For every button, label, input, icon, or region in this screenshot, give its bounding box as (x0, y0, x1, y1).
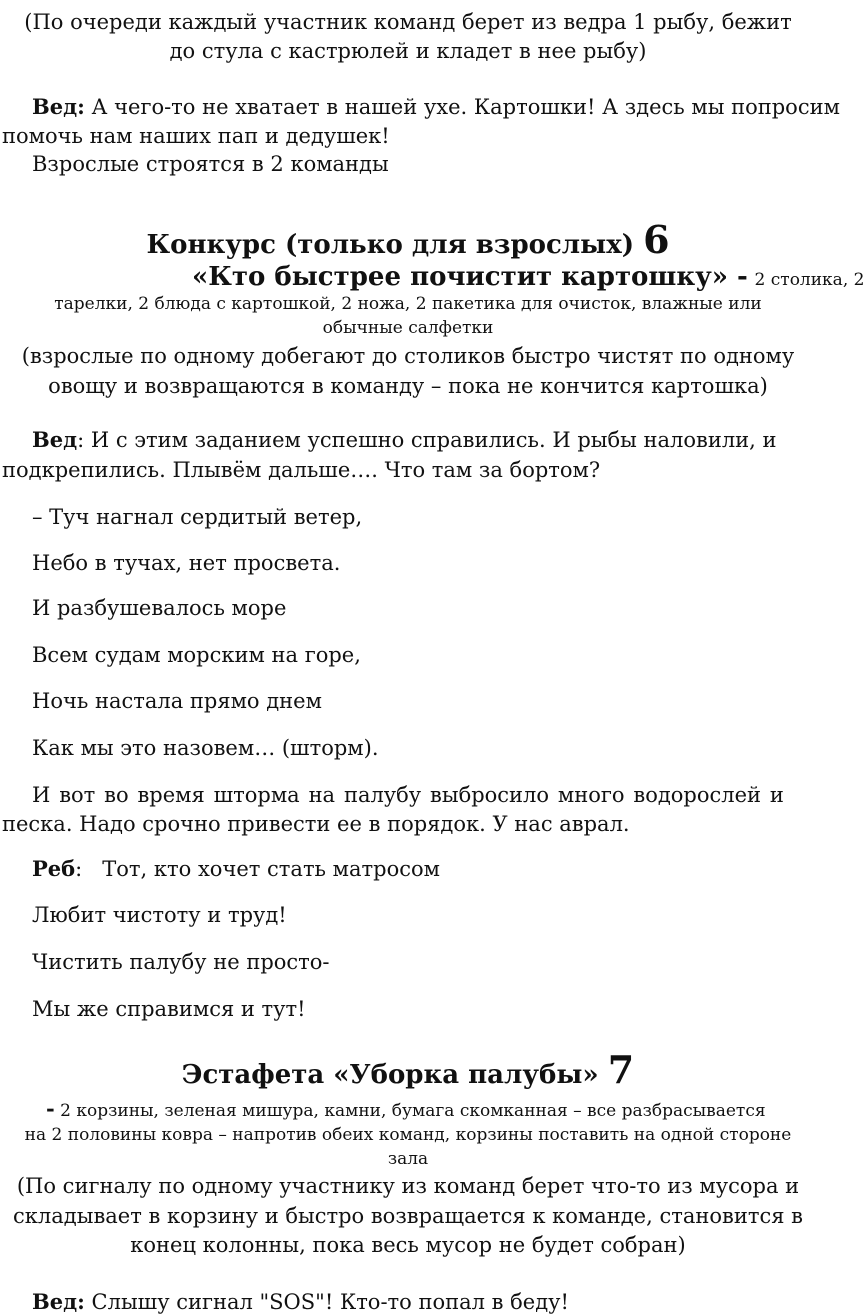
poem-line: И разбушевалось море (32, 596, 287, 620)
sos-text: Слышу сигнал "SOS"! Кто-то попал в беду! (91, 1290, 569, 1314)
relay7-heading (0, 1047, 816, 1095)
word: время (137, 783, 205, 807)
storm-narration-line-2: песка. Надо срочно привести ее в порядок. У нас аврал. (2, 812, 630, 836)
word: И (32, 783, 51, 807)
relay7-rules-line-3: конец колонны, пока весь мусор не будет собран) (130, 1233, 686, 1257)
word: шторма (213, 783, 300, 807)
speaker-label: Реб (32, 856, 76, 881)
contest6-props-line-3: обычные салфетки (322, 318, 494, 338)
sailor-poem-line-1 (32, 855, 440, 883)
storm-intro-line-1 (32, 426, 777, 454)
dash: - (46, 1096, 55, 1121)
relay7-props-text: 2 корзины, зеленая мишура, камни, бумага скомканная – все разбрасывается (60, 1101, 766, 1121)
relay7-number: 7 (607, 1047, 635, 1092)
relay7-rules-line-2: складывает в корзину и быстро возвращается к команде, становится в (13, 1204, 803, 1228)
poem-line: Небо в тучах, нет просвета. (32, 551, 341, 575)
intro-instruction-line-2: до стула с кастрюлей и кладет в нее рыбу) (169, 39, 647, 63)
potato-request-line-1 (32, 93, 840, 121)
word: водорослей (633, 783, 762, 807)
contest6-title: Конкурс (только для взрослых) (146, 230, 635, 260)
poem-line: Ночь настала прямо днем (32, 689, 322, 713)
word: на (308, 783, 336, 807)
contest6-heading (0, 217, 816, 265)
potato-request-line-2: помочь нам наших пап и дедушек! (2, 124, 390, 148)
word: выбросило (430, 783, 550, 807)
contest6-rules-line-1: (взрослые по одному добегают до столиков быстро чистят по одному (21, 344, 795, 368)
word: во (104, 783, 129, 807)
sailor-poem-first-line: : Тот, кто хочет стать матросом (75, 857, 440, 881)
contest6-subtitle-line (192, 262, 864, 293)
relay7-props-line-3: зала (387, 1149, 429, 1169)
speaker-label: Вед: (32, 94, 85, 119)
relay7-title: Эстафета «Уборка палубы» (181, 1060, 599, 1090)
speaker-label: Вед: (32, 1289, 85, 1314)
poem-line: Мы же справимся и тут! (32, 997, 306, 1021)
contest6-props-line-1: 2 столика, 2 (754, 270, 864, 290)
potato-request-line-3: Взрослые строятся в 2 команды (32, 152, 389, 176)
speaker-label: Вед (32, 427, 78, 452)
poem-line: Любит чистоту и труд! (32, 903, 287, 927)
intro-instruction-line-1: (По очереди каждый участник команд берет из ведра 1 рыбу, бежит (24, 10, 792, 34)
word: палубу (343, 783, 422, 807)
potato-request-text: А чего-то не хватает в нашей ухе. Картошки! А здесь мы попросим (91, 95, 840, 119)
relay7-rules-line-1: (По сигналу по одному участнику из команд берет что-то из мусора и (16, 1174, 800, 1198)
poem-line: Всем судам морским на горе, (32, 643, 361, 667)
relay7-props-line-2: на 2 половины ковра – напротив обеих команд, корзины поставить на одной стороне (24, 1125, 792, 1145)
contest6-number: 6 (643, 217, 670, 262)
word: вот (59, 783, 96, 807)
contest6-rules-line-2: овощу и возвращаются в команду – пока не кончится картошка) (48, 374, 768, 398)
sos-line (32, 1288, 569, 1316)
poem-line: Как мы это назовем… (шторм). (32, 736, 379, 760)
poem-line: Чистить палубу не просто- (32, 950, 330, 974)
storm-narration-line-1 (32, 781, 784, 809)
storm-intro-text: : И с этим заданием успешно справились. И рыбы наловили, и (77, 428, 777, 452)
word: много (557, 783, 625, 807)
relay7-props-line-1 (46, 1097, 766, 1123)
storm-intro-line-2: подкрепились. Плывём дальше…. Что там за бортом? (2, 458, 601, 482)
contest6-props-line-2: тарелки, 2 блюда с картошкой, 2 ножа, 2 пакетика для очисток, влажные или (54, 294, 762, 314)
word: и (769, 783, 784, 807)
contest6-subtitle: «Кто быстрее почистит картошку» - (192, 262, 748, 292)
poem-line: – Туч нагнал сердитый ветер, (32, 505, 363, 529)
